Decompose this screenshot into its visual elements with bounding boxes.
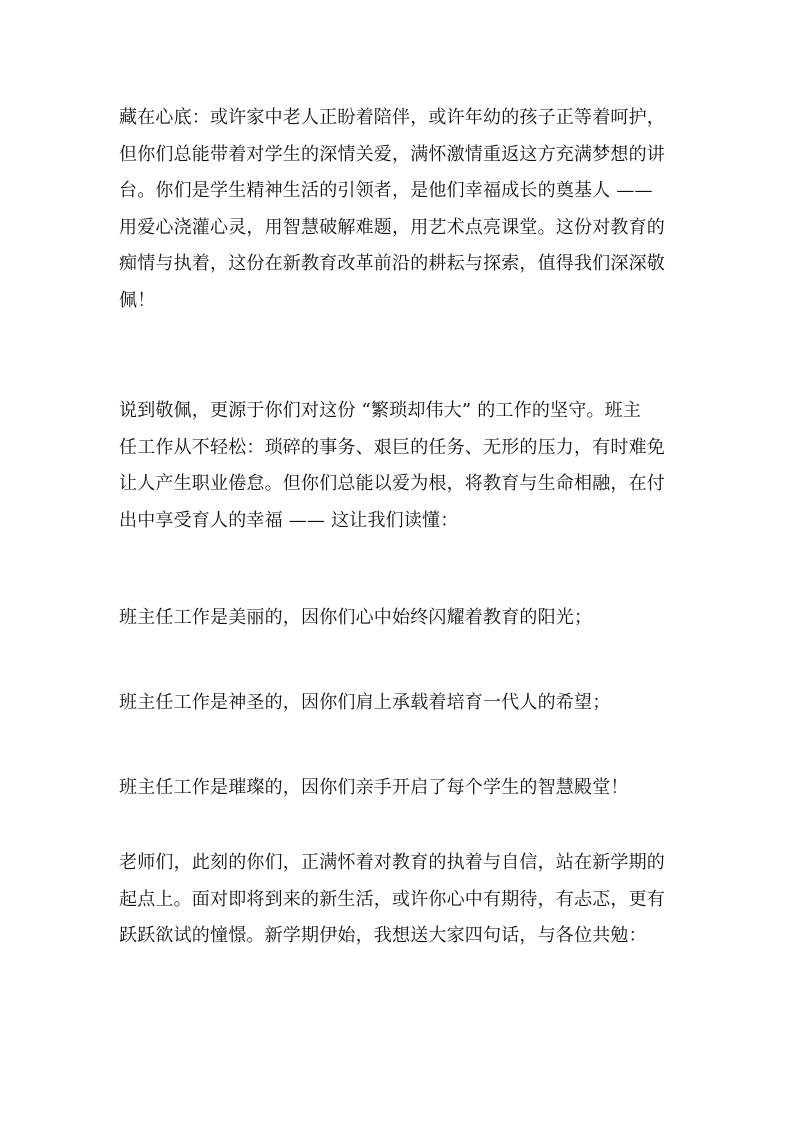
text-line: 台。你们是学生精神生活的引领者，是他们幸福成长的奠基人 —— [119,180,653,201]
text-line: 起点上。面对即将到来的新生活，或许你心中有期待，有忐忑，更有 [119,888,665,910]
text-line: 佩！ [119,289,156,311]
text-line: 痴情与执着，这份在新教育改革前沿的耕耘与探索，值得我们深深敬 [119,253,665,274]
paragraph-2 [119,393,684,539]
text-line: 说到敬佩，更源于你们对这份 “繁琐却伟大” 的工作的坚守。班主 [119,400,642,421]
text-line: 让人产生职业倦怠。但你们总能以爱为根，将教育与生命相融，在付 [119,473,665,494]
paragraph-6 [119,845,684,955]
text-line: 出中享受育人的幸福 —— 这让我们读懂： [119,509,459,531]
text-line: 班主任工作是美丽的，因你们心中始终闪耀着教育的阳光； [119,607,593,628]
paragraph-1 [119,100,684,319]
text-line: 藏在心底：或许家中老人正盼着陪伴，或许年幼的孩子正等着呵护， [119,107,665,128]
paragraph-5 [119,770,684,807]
text-line: 老师们，此刻的你们，正满怀着对教育的执着与自信，站在新学期的 [119,852,665,873]
text-line: 任工作从不轻松：琐碎的事务、艰巨的任务、无形的压力，有时难免 [119,436,665,458]
text-line: 跃跃欲试的憧憬。新学期伊始，我想送大家四句话，与各位共勉： [119,925,647,946]
paragraph-3 [119,600,684,637]
text-line: 但你们总能带着对学生的深情关爱，满怀激情重返这方充满梦想的讲 [119,143,665,165]
paragraph-4 [119,685,684,722]
text-line: 班主任工作是璀璨的，因你们亲手开启了每个学生的智慧殿堂！ [119,777,629,798]
text-line: 用爱心浇灌心灵，用智慧破解难题，用艺术点亮课堂。这份对教育的 [119,216,665,238]
text-line: 班主任工作是神圣的，因你们肩上承载着培育一代人的希望； [119,692,611,713]
